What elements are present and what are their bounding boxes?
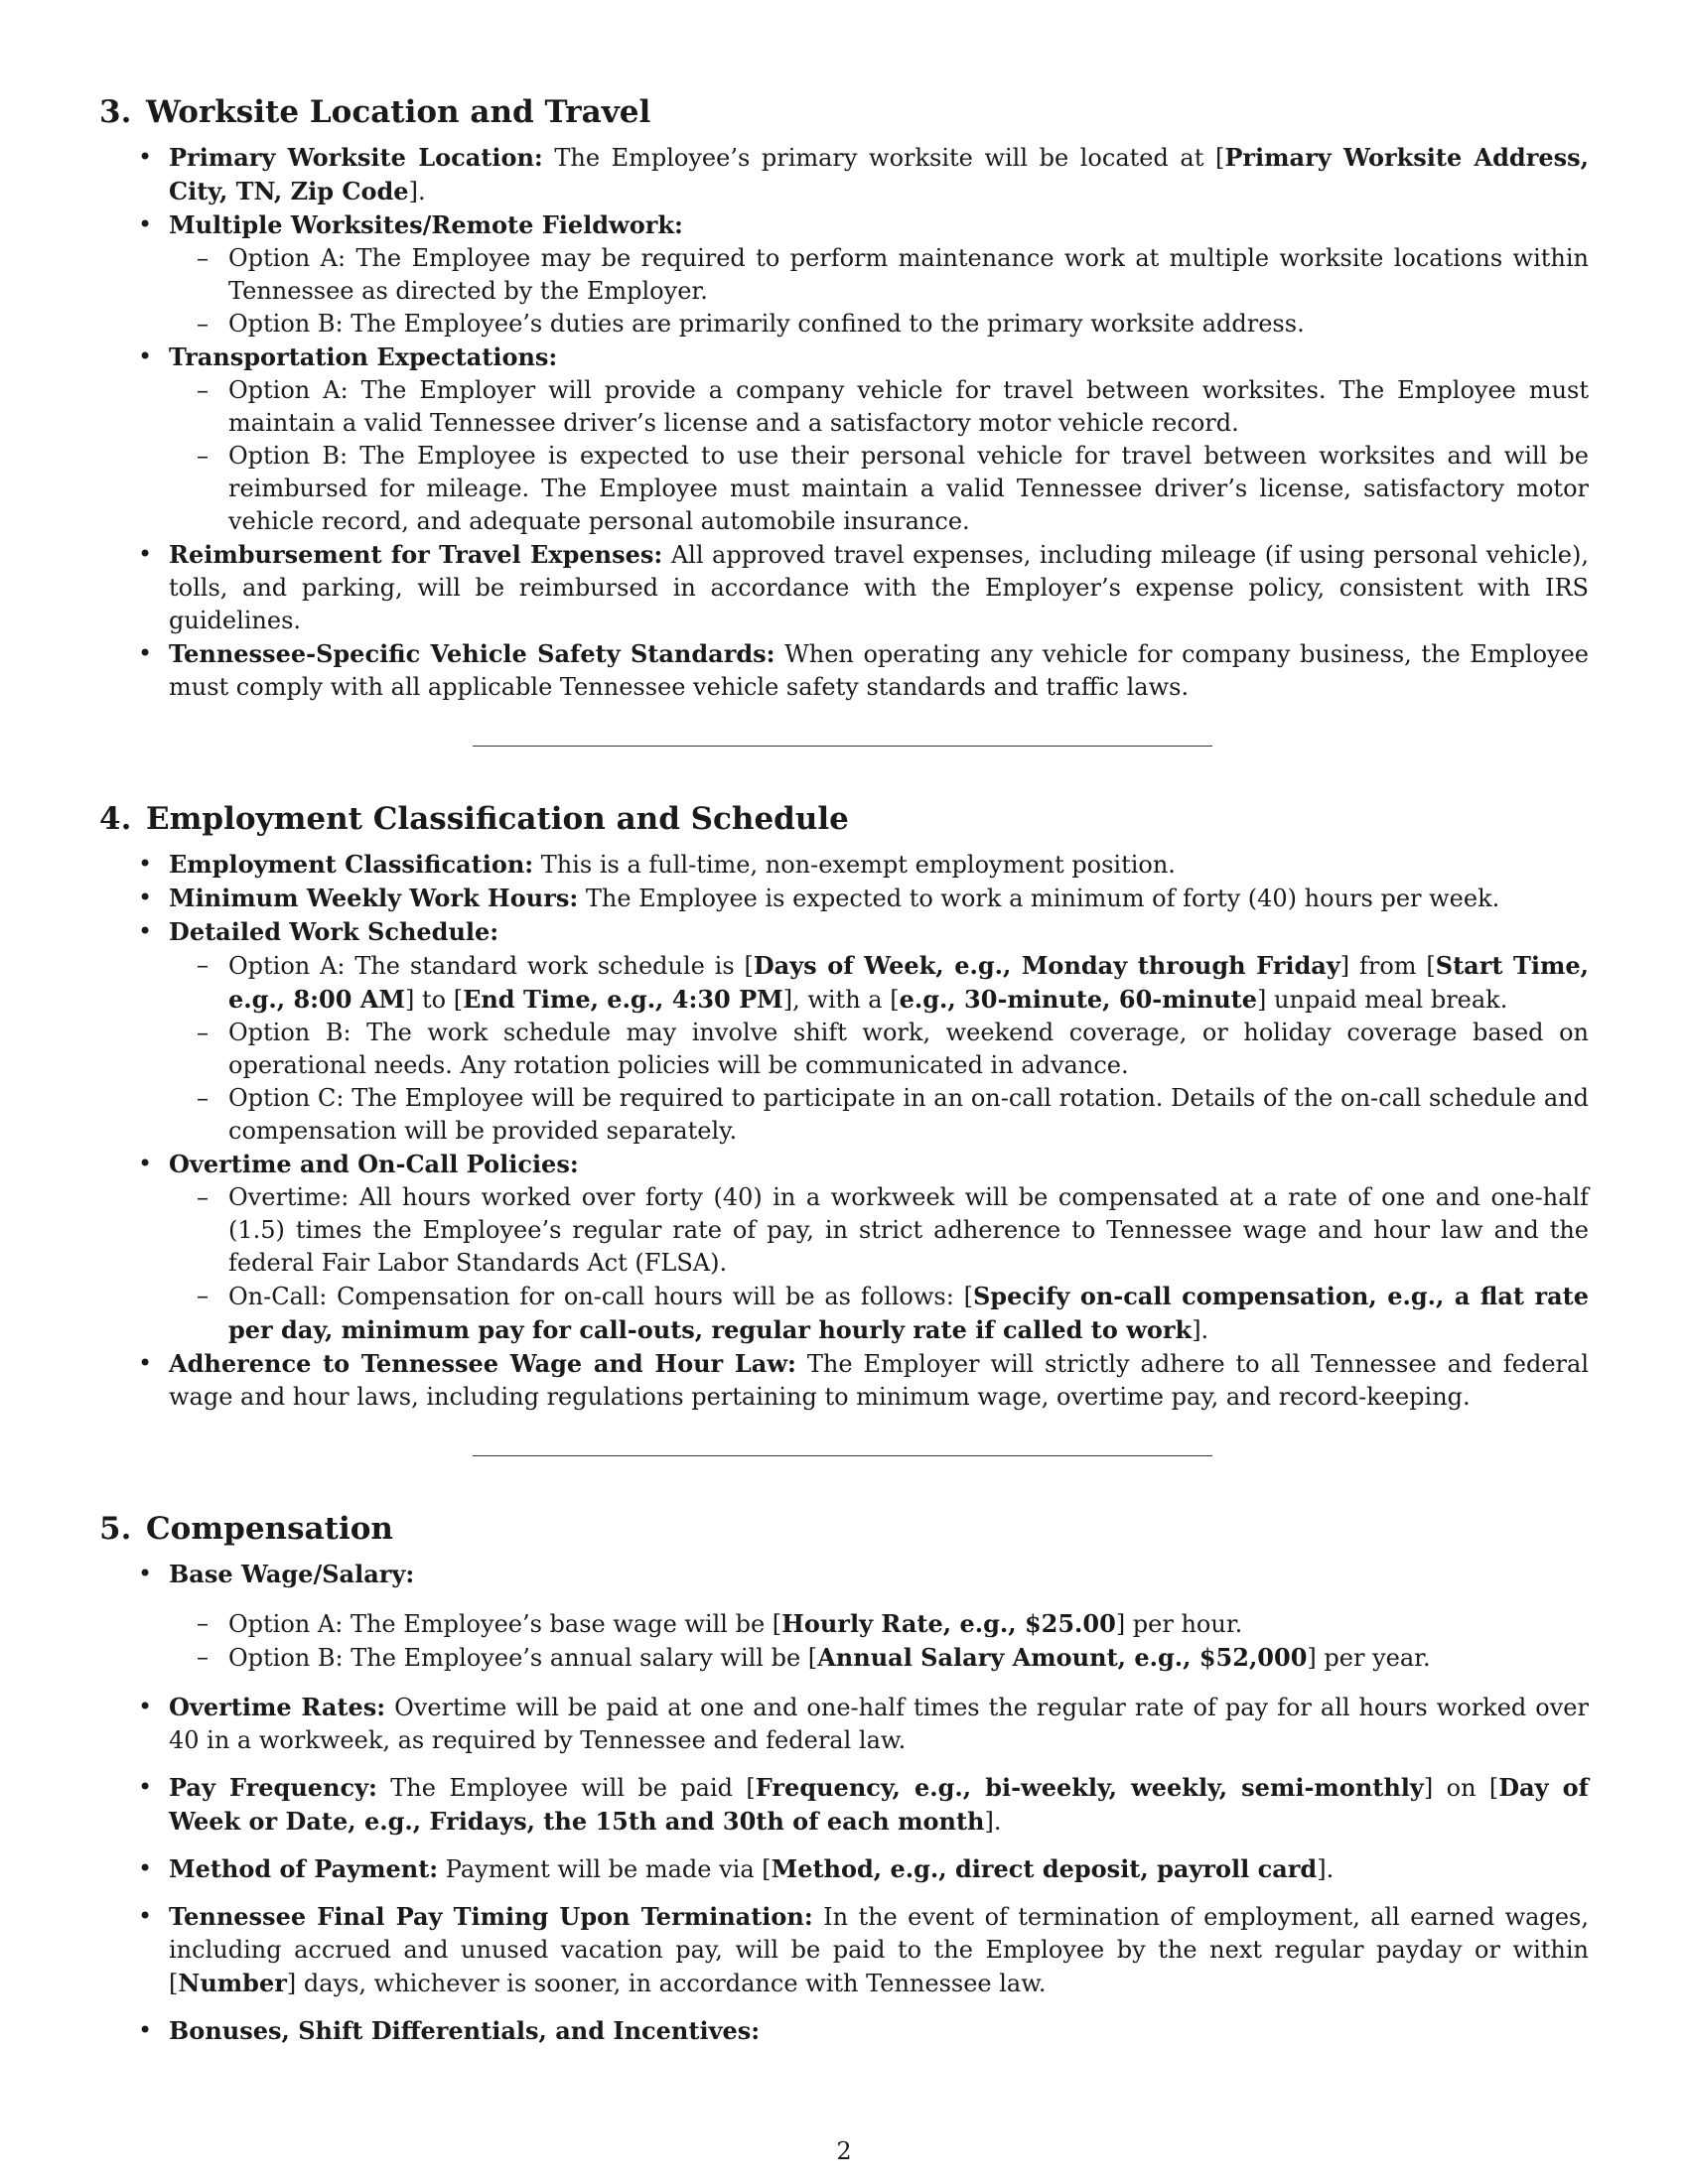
work-schedule-item: • Detailed Work Schedule: – Option A: The standard work schedule is [Days of Week, e.g., Monday through Friday] from [Start Time, e.g., 8:00 AM] to [End Time, e.g., 4:30 PM], with a [e.g., 30-minute, 60-minute] unpaid meal break. – Option B: The work schedule may involve shift work, weekend coverage, or holiday coverage based on operational needs. Any rotation policies will be communicated in advance. – Option C: The Employee will be required to participate in an on-call rotation. Details of the on-call schedule and compensation will be provided separately. bbox=[169, 915, 1589, 1148]
classification-item: • Employment Classification: This is a full-time, non-exempt employment position. bbox=[169, 848, 1589, 882]
page-number: 2 bbox=[836, 2137, 852, 2165]
multiple-worksites-options bbox=[169, 242, 1589, 341]
min-hours-item: • Minimum Weekly Work Hours: The Employee is expected to work a minimum of forty (40) hours per week. bbox=[169, 882, 1589, 915]
section-5-list bbox=[99, 1558, 1589, 2048]
option-item: – Option B: The Employee is expected to use their personal vehicle for travel between worksites and will be reimbursed for mileage. The Employee must maintain a valid Tennessee driver’s license, satisfactory motor vehicle record, and adequate personal automobile insurance. bbox=[228, 440, 1589, 538]
option-item: – Option A: The Employee may be required to perform maintenance work at multiple worksite locations within Tennessee as directed by the Employer. bbox=[228, 242, 1589, 308]
final-pay-item: • Tennessee Final Pay Timing Upon Termination: In the event of termination of employment, all earned wages, including accrued and unused vacation pay, will be paid to the Employee by the next regular payday or within [Number] days, whichever is sooner, in accordance with Tennessee law. bbox=[169, 1900, 1589, 2000]
wage-law-item: • Adherence to Tennessee Wage and Hour Law: The Employer will strictly adhere to all Tennessee and federal wage and hour laws, including regulations pertaining to minimum wage, overtime pay, and record-keeping. bbox=[169, 1347, 1589, 1414]
multiple-worksites-item: • Multiple Worksites/Remote Fieldwork: – Option A: The Employee may be required to perform maintenance work at multiple worksite locations within Tennessee as directed by the Employer. – Option B: The Employee’s duties are primarily confined to the primary worksite address. bbox=[169, 208, 1589, 341]
vehicle-safety-item: • Tennessee-Specific Vehicle Safety Standards: When operating any vehicle for company business, the Employee must comply with all applicable Tennessee vehicle safety standards and traffic laws. bbox=[169, 637, 1589, 704]
overtime-oncall-item: • Overtime and On-Call Policies: – Overtime: All hours worked over forty (40) in a workweek will be compensated at a rate of one and one-half (1.5) times the Employee’s regular rate of pay, in strict adherence to Tennessee wage and hour law and the federal Fair Labor Standards Act (FLSA). – On-Call: Compensation for on-call hours will be as follows: [Specify on-call compensation, e.g., a flat rate per day, minimum pay for call-outs, regular hourly rate if called to work]. bbox=[169, 1148, 1589, 1347]
bonuses-item: • Bonuses, Shift Differentials, and Incentives: bbox=[169, 2014, 1589, 2048]
option-item: – Option B: The Employee’s annual salary will be [Annual Salary Amount, e.g., $52,000] per year. bbox=[228, 1641, 1589, 1675]
option-item: – Option A: The Employee’s base wage will be [Hourly Rate, e.g., $25.00] per hour. bbox=[228, 1607, 1589, 1641]
document-body bbox=[99, 91, 1589, 2048]
payment-method-item: • Method of Payment: Payment will be made via [Method, e.g., direct deposit, payroll card]. bbox=[169, 1852, 1589, 1886]
overtime-rates-item: • Overtime Rates: Overtime will be paid at one and one-half times the regular rate of pay for all hours worked over 40 in a workweek, as required by Tennessee and federal law. bbox=[169, 1691, 1589, 1757]
option-item: – Option A: The Employer will provide a company vehicle for travel between worksites. The Employee must maintain a valid Tennessee driver’s license and a satisfactory motor vehicle record. bbox=[228, 374, 1589, 440]
primary-worksite-item: • Primary Worksite Location: The Employee’s primary worksite will be located at [Primary Worksite Address, City, TN, Zip Code]. bbox=[169, 141, 1589, 208]
pay-frequency-item: • Pay Frequency: The Employee will be paid [Frequency, e.g., bi-weekly, weekly, semi-monthly] on [Day of Week or Date, e.g., Fridays, the 15th and 30th of each month]. bbox=[169, 1771, 1589, 1839]
section-4-list bbox=[99, 848, 1589, 1414]
work-schedule-options bbox=[169, 949, 1589, 1148]
transportation-options bbox=[169, 374, 1589, 538]
option-item: – Option A: The standard work schedule is [Days of Week, e.g., Monday through Friday] from [Start Time, e.g., 8:00 AM] to [End Time, e.g., 4:30 PM], with a [e.g., 30-minute, 60-minute] unpaid meal break. bbox=[228, 949, 1589, 1017]
base-wage-item: • Base Wage/Salary: – Option A: The Employee’s base wage will be [Hourly Rate, e.g., $25.00] per hour. – Option B: The Employee’s annual salary will be [Annual Salary Amount, e.g., $52,000] per year. bbox=[169, 1558, 1589, 1675]
reimbursement-item: • Reimbursement for Travel Expenses: All approved travel expenses, including mileage (if using personal vehicle), tolls, and parking, will be reimbursed in accordance with the Employer’s expense policy, consistent with IRS guidelines. bbox=[169, 538, 1589, 637]
section-4-heading: 4. Employment Classification and Schedule bbox=[99, 801, 849, 837]
transportation-item: • Transportation Expectations: – Option A: The Employer will provide a company vehicle for travel between worksites. The Employee must maintain a valid Tennessee driver’s license and a satisfactory motor vehicle record. – Option B: The Employee is expected to use their personal vehicle for travel between worksites and will be reimbursed for mileage. The Employee must maintain a valid Tennessee driver’s license, satisfactory motor vehicle record, and adequate personal automobile insurance. bbox=[169, 341, 1589, 538]
option-item: – Option C: The Employee will be required to participate in an on-call rotation. Details of the on-call schedule and compensation will be provided separately. bbox=[228, 1082, 1589, 1148]
option-item: – On-Call: Compensation for on-call hours will be as follows: [Specify on-call compensation, e.g., a flat rate per day, minimum pay for call-outs, regular hourly rate if called to work]. bbox=[228, 1280, 1589, 1347]
section-divider bbox=[473, 746, 1212, 747]
option-item: – Overtime: All hours worked over forty (40) in a workweek will be compensated at a rate of one and one-half (1.5) times the Employee’s regular rate of pay, in strict adherence to Tennessee wage and hour law and the federal Fair Labor Standards Act (FLSA). bbox=[228, 1181, 1589, 1280]
overtime-oncall-options bbox=[169, 1181, 1589, 1347]
option-item: – Option B: The work schedule may involve shift work, weekend coverage, or holiday coverage based on operational needs. Any rotation policies will be communicated in advance. bbox=[228, 1017, 1589, 1082]
section-5-heading: 5. Compensation bbox=[99, 1511, 393, 1547]
section-3-list bbox=[99, 141, 1589, 704]
base-wage-options bbox=[169, 1607, 1589, 1675]
option-item: – Option B: The Employee’s duties are primarily confined to the primary worksite address. bbox=[228, 308, 1589, 341]
section-3-heading: 3. Worksite Location and Travel bbox=[99, 94, 651, 130]
section-divider bbox=[473, 1455, 1212, 1456]
